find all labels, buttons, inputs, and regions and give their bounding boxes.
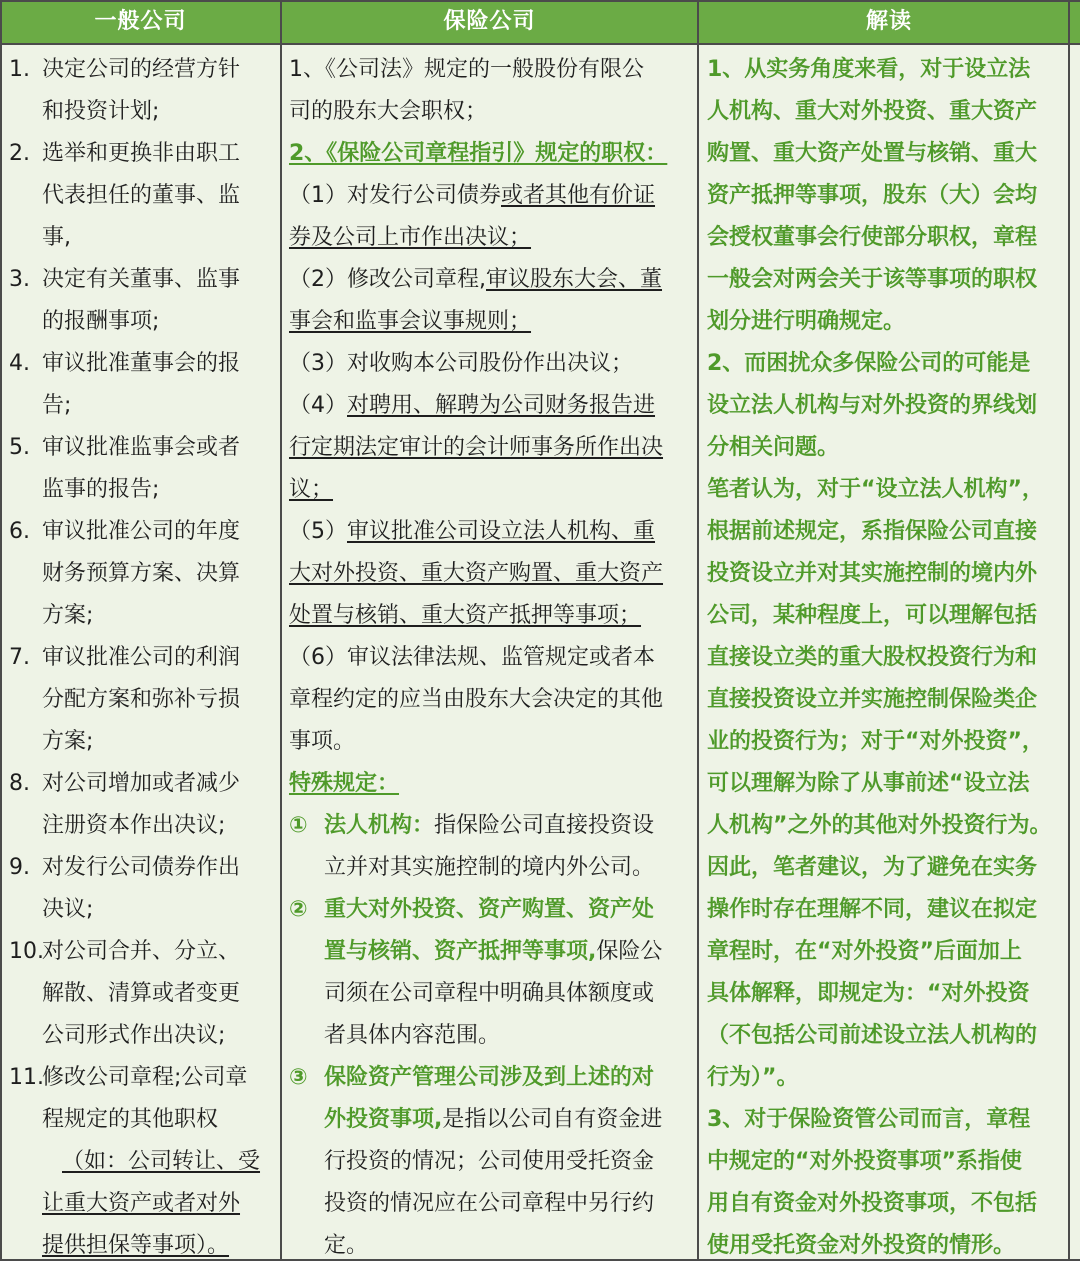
interpretation-line: 可以理解为除了从事前述“设立法 (707, 771, 1030, 796)
power-item-5 (289, 517, 655, 547)
interpretation-line: 2、而困扰众多保险公司的可能是 (707, 351, 1031, 376)
special-rule-2-marker: ② (289, 897, 308, 922)
table-border-top (0, 0, 1080, 2)
list-item-line: 监事的报告; (42, 477, 160, 502)
special-rule-term: 法人机构： (324, 813, 435, 838)
list-item-line: 注册资本作出决议; (42, 813, 226, 838)
special-rule-2-cont: 司须在公司章程中明确具体额度或 (324, 981, 655, 1006)
special-rule-1-marker: ① (289, 813, 308, 838)
power-item-text: 审议股东大会、董 (486, 267, 663, 292)
power-item-3: （3）对收购本公司股份作出决议； (289, 351, 633, 376)
interpretation-line: 1、从实务角度来看，对于设立法 (707, 57, 1031, 82)
list-item-line: 对公司合并、分立、 (42, 939, 241, 964)
table-border-right (1068, 0, 1070, 1261)
special-rule-term: 外投资事项, (324, 1107, 443, 1132)
special-rule-3-cont: 投资的情况应在公司章程中另行约 (324, 1191, 655, 1216)
interpretation-line: 直接设立类的重大股权投资行为和 (707, 645, 1038, 670)
special-rule-3-cont: 定。 (324, 1233, 369, 1258)
power-item-2-cont: 事会和监事会议事规则； (289, 309, 532, 334)
power-item-1 (289, 181, 655, 211)
power-item-text: （2）修改公司章程, (289, 267, 486, 292)
interpretation-line: 人机构”之外的其他对外投资行为。 (707, 813, 1052, 838)
power-item-1-cont: 券及公司上市作出决议； (289, 225, 532, 250)
special-rule-2-cont: 者具体内容范围。 (324, 1023, 501, 1048)
guideline-heading: 2、《保险公司章程指引》规定的职权： (289, 141, 668, 166)
interpretation-line: 行为）”。 (707, 1065, 799, 1090)
law-clause-line: 1、《公司法》规定的一般股份有限公 (289, 57, 644, 82)
special-rule-text: 指保险公司直接投资设 (434, 813, 655, 838)
header-insurance-company: 保险公司 (281, 0, 698, 44)
interpretation-line: 根据前述规定，系指保险公司直接 (707, 519, 1038, 544)
interpretation-line: 会授权董事会行使部分职权，章程 (707, 225, 1038, 250)
list-item-line: 审议批准公司的利润 (42, 645, 241, 670)
header-general-company: 一般公司 (0, 0, 281, 44)
list-item-line: 告; (42, 393, 72, 418)
interpretation-line: 购置、重大资产处置与核销、重大 (707, 141, 1038, 166)
interpretation-line: 分相关问题。 (707, 435, 840, 460)
special-rule-3-cont (324, 1105, 662, 1135)
interpretation-line: 一般会对两会关于该等事项的职权 (707, 267, 1038, 292)
header-interpretation: 解读 (698, 0, 1080, 44)
power-item-5-cont: 大对外投资、重大资产购置、重大资产 (289, 561, 664, 586)
special-rule-1 (324, 811, 654, 841)
interpretation-line: 资产抵押等事项，股东（大）会均 (707, 183, 1038, 208)
interpretation-line: 设立法人机构与对外投资的界线划 (707, 393, 1038, 418)
column-divider (280, 0, 282, 1261)
header-divider (0, 43, 1080, 45)
interpretation-line: 因此，笔者建议，为了避免在实务 (707, 855, 1038, 880)
list-number: 1. (9, 57, 30, 82)
special-rule-1-cont: 立并对其实施控制的境内外公司。 (324, 855, 655, 880)
interpretation-line: 用自有资金对外投资事项，不包括 (707, 1191, 1038, 1216)
list-item-line: 和投资计划; (42, 99, 160, 124)
special-rule-3-marker: ③ (289, 1065, 308, 1090)
column-divider (697, 0, 699, 1261)
list-item-line: 决定公司的经营方针 (42, 57, 241, 82)
list-item-line: 的报酬事项; (42, 309, 160, 334)
power-item-text: （1）对发行公司债券 (289, 183, 501, 208)
interpretation-line: （不包括公司前述设立法人机构的 (707, 1023, 1038, 1048)
law-clause-line: 司的股东大会职权； (289, 99, 488, 124)
interpretation-line: 3、对于保险资管公司而言，章程 (707, 1107, 1031, 1132)
list-number: 5. (9, 435, 30, 460)
interpretation-line: 中规定的“对外投资事项”系指使 (707, 1149, 1022, 1174)
interpretation-line: 直接投资设立并实施控制保险类企 (707, 687, 1038, 712)
special-rules-heading: 特殊规定： (289, 771, 400, 796)
list-item-line: 决定有关董事、监事 (42, 267, 241, 292)
power-item-6-cont: 章程约定的应当由股东大会决定的其他 (289, 687, 664, 712)
table-border-left (0, 0, 2, 1261)
power-item-text: 对聘用、解聘为公司财务报告进 (347, 393, 656, 418)
list-item-line: 公司形式作出决议; (42, 1023, 226, 1048)
special-rule-3: 保险资产管理公司涉及到上述的对 (324, 1065, 655, 1090)
list-item-line: 审议批准公司的年度 (42, 519, 241, 544)
interpretation-line: 具体解释，即规定为：“对外投资 (707, 981, 1030, 1006)
list-item-line: 提供担保等事项）。 (42, 1233, 230, 1258)
list-number: 11. (9, 1065, 44, 1090)
list-item-line: 财务预算方案、决算 (42, 561, 241, 586)
power-item-text: （5） (289, 519, 347, 544)
list-number: 6. (9, 519, 30, 544)
special-rule-text: 是指以公司自有资金进 (442, 1107, 663, 1132)
list-number: 4. (9, 351, 30, 376)
list-item-line: 审议批准监事会或者 (42, 435, 241, 460)
list-item-line: 对公司增加或者减少 (42, 771, 241, 796)
interpretation-line: 章程时，在“对外投资”后面加上 (707, 939, 1022, 964)
special-rule-2-cont (324, 937, 662, 967)
interpretation-line: 使用受托资金对外投资的情形。 (707, 1233, 1016, 1258)
interpretation-line: 划分进行明确规定。 (707, 309, 906, 334)
list-item-line: 解散、清算或者变更 (42, 981, 241, 1006)
interpretation-line: 人机构、重大对外投资、重大资产 (707, 99, 1038, 124)
special-rule-3-cont: 行投资的情况；公司使用受托资金 (324, 1149, 655, 1174)
power-item-6: （6）审议法律法规、监管规定或者本 (289, 645, 655, 670)
interpretation-line: 笔者认为，对于“设立法人机构”， (707, 477, 1044, 502)
list-item-line: 让重大资产或者对外 (42, 1191, 241, 1216)
list-number: 7. (9, 645, 30, 670)
power-item-text: 或者其他有价证 (501, 183, 656, 208)
list-item-line: （如：公司转让、受 (62, 1149, 261, 1174)
list-number: 10. (9, 939, 44, 964)
list-item-line: 选举和更换非由职工 (42, 141, 241, 166)
interpretation-line: 操作时存在理解不同，建议在拟定 (707, 897, 1038, 922)
list-number: 2. (9, 141, 30, 166)
interpretation-line: 投资设立并对其实施控制的境内外 (707, 561, 1038, 586)
power-item-text: （4） (289, 393, 347, 418)
power-item-6-cont: 事项。 (289, 729, 356, 754)
list-item-line: 修改公司章程;公司章 (42, 1065, 248, 1090)
list-item-line: 审议批准董事会的报 (42, 351, 241, 376)
power-item-5-cont: 处置与核销、重大资产抵押等事项； (289, 603, 642, 628)
interpretation-line: 业的投资行为；对于“对外投资”， (707, 729, 1044, 754)
list-number: 9. (9, 855, 30, 880)
list-item-line: 事, (42, 225, 71, 250)
power-item-4 (289, 391, 655, 421)
special-rule-term: 置与核销、资产抵押等事项, (324, 939, 597, 964)
list-item-line: 决议; (42, 897, 94, 922)
power-item-text: 审议批准公司设立法人机构、重 (347, 519, 656, 544)
list-number: 8. (9, 771, 30, 796)
special-rule-2: 重大对外投资、资产购置、资产处 (324, 897, 655, 922)
list-item-line: 方案; (42, 729, 94, 754)
list-number: 3. (9, 267, 30, 292)
list-item-line: 方案; (42, 603, 94, 628)
interpretation-line: 公司，某种程度上，可以理解包括 (707, 603, 1038, 628)
list-item-line: 代表担任的董事、监 (42, 183, 241, 208)
power-item-4-cont: 议； (289, 477, 334, 502)
power-item-4-cont: 行定期法定审计的会计师事务所作出决 (289, 435, 664, 460)
list-item-line: 程规定的其他职权 (42, 1107, 219, 1132)
list-item-line: 分配方案和弥补亏损 (42, 687, 241, 712)
power-item-2 (289, 265, 662, 295)
special-rule-text: 保险公 (596, 939, 663, 964)
list-item-line: 对发行公司债券作出 (42, 855, 241, 880)
